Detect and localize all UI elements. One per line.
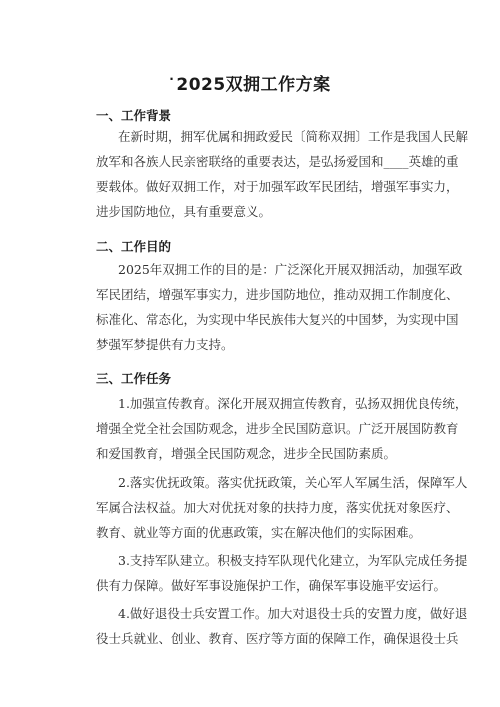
paragraph-line: 标准化、常态化，为实现中华民族伟大复兴的中国梦，为实现中国 [96,312,459,327]
title-dot: · [169,72,175,86]
section-heading-tasks: 三、工作任务 [96,371,172,386]
paragraph-purpose [96,257,463,357]
task-paragraph-2 [96,470,468,545]
paragraph-line: 4.做好退役士兵安置工作。加大对退役士兵的安置力度，做好退 [118,606,468,621]
document-title [0,70,500,95]
paragraph-line: 1.加强宣传教育。深化开展双拥宣传教育，弘扬双拥优良传统， [118,396,468,411]
paragraph-line: 2025年双拥工作的目的是：广泛深化开展双拥活动，加强军政 [118,262,463,277]
task-paragraph-1 [96,391,468,466]
task-paragraph-4 [96,601,468,651]
paragraph-line: 供有力保障。做好军事设施保护工作，确保军事设施平安运行。 [96,578,447,593]
section-heading-background: 一、工作背景 [96,108,172,123]
paragraph-line: 在新时期，拥军优属和拥政爱民〔简称双拥〕工作是我国人民解 [118,129,469,144]
paragraph-line: 和爱国教育，增强全民国防观念，进步全民国防素质。 [96,446,397,461]
paragraph-line: 要载体。做好双拥工作，对于加强军政军民团结，增强军事实力， [96,179,459,194]
paragraph-line: 军属合法权益。加大对优抚对象的扶持力度，落实优抚对象医疗、 [96,500,459,515]
paragraph-line: 梦强军梦提供有力支持。 [96,337,234,352]
paragraph-line: 军民团结，增强军事实力，进步国防地位，推动双拥工作制度化、 [96,287,459,302]
task-paragraph-3 [96,548,468,598]
paragraph-line: 放军和各族人民亲密联络的重要表达，是弘扬爱国和____英雄的重 [96,154,459,169]
section-heading-purpose: 二、工作目的 [96,239,172,254]
paragraph-line: 3.支持军队建立。积极支持军队现代化建立，为军队完成任务提 [118,553,468,568]
paragraph-line: 2.落实优抚政策。落实优抚政策，关心军人军属生活，保障军人 [118,475,468,490]
paragraph-line: 教育、就业等方面的优惠政策，实在解决他们的实际困难。 [96,525,422,540]
paragraph-line: 进步国防地位，具有重要意义。 [96,204,272,219]
paragraph-background [96,124,469,224]
paragraph-line: 役士兵就业、创业、教育、医疗等方面的保障工作，确保退役士兵 [96,631,459,646]
title-text: 2025双拥工作方案 [176,75,331,95]
paragraph-line: 增强全党全社会国防观念，进步全民国防意识。广泛开展国防教育 [96,421,459,436]
